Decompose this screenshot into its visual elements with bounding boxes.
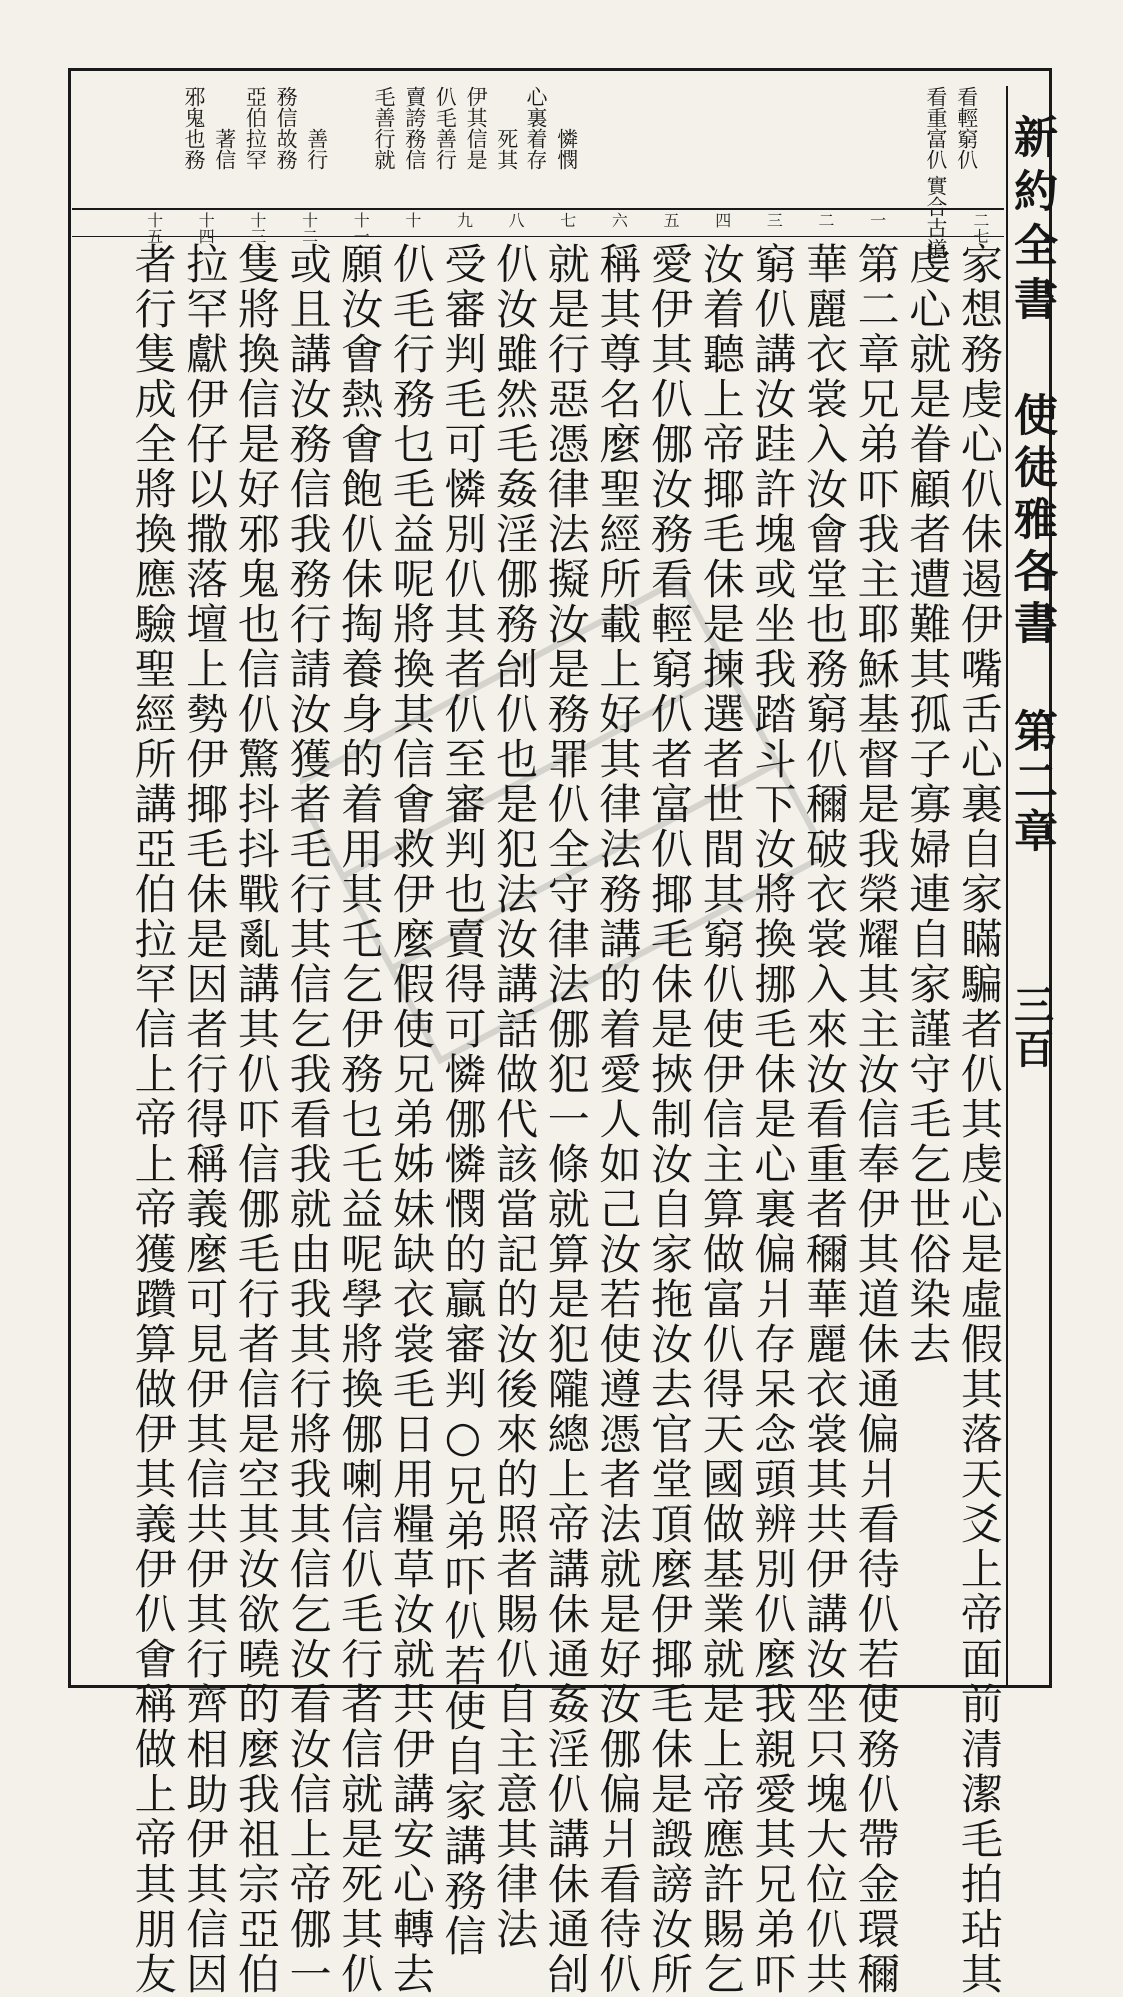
headnote: 仈毛善行 — [433, 86, 458, 170]
verse-number: 十一 — [351, 212, 371, 244]
verse-number: 十五 — [144, 212, 164, 244]
text-column — [696, 212, 746, 1997]
verse-number: 五 — [661, 212, 681, 228]
text-column — [954, 212, 1004, 1997]
column-text: 隻將換信是好邪鬼也信仈驚抖抖戰亂講其仈吓信㑚毛行者信是空其汝欲曉的麼我祖宗亞伯 — [231, 242, 281, 1997]
verse-number: 九 — [454, 212, 474, 228]
headnote: 賣誇務信 — [402, 86, 427, 170]
headnote-group-4 — [182, 86, 329, 175]
chapter-title: 第二章 — [1006, 708, 1057, 858]
epistle-title: 使徒雅各書 — [1006, 392, 1057, 652]
main-text — [80, 212, 1004, 1997]
column-text: 汝着聽上帝揶毛佅是揀選者世間其窮仈使伊信主算做富仈得天國做基業就是上帝應許賜乞 — [696, 242, 746, 1997]
text-column — [490, 212, 540, 1952]
text-column — [799, 212, 849, 1997]
column-text: 受審判毛可憐別仈其者仈至審判也賣得可憐㑚憐憫的贏審判○兄弟吓仈若使自家講務信 — [438, 242, 488, 1959]
column-text: 拉罕獻伊仔以撒落壇上勢伊揶毛佅是因者行得稱義麼可見伊其信共伊其行齊相助伊其信因 — [180, 242, 230, 1997]
page-number: 三百 — [1007, 984, 1055, 1072]
verse-number: 十二 — [299, 212, 319, 244]
running-head — [1006, 86, 1057, 1686]
column-text: 家想務虔心仈佅遏伊嘴舌心裏自家瞞騙者仈其虔心是虛假其落天爻上帝面前清潔毛拍玷其 — [954, 242, 1004, 1997]
headnote: 心裏着存 — [524, 86, 548, 170]
column-text: 就是行惡憑律法擬汝是務罪仈全守律法㑚犯一條就算是犯隴總上帝講佅通姦淫仈講佅通刣 — [541, 242, 591, 1997]
book-title: 新約全書 — [1006, 114, 1057, 330]
verse-number: 一 — [867, 212, 887, 228]
verse-number: 七 — [557, 212, 577, 228]
verse-number: 八 — [506, 212, 526, 228]
text-column — [438, 212, 488, 1959]
headnote: 看重富仈 — [924, 86, 948, 170]
text-column — [386, 212, 436, 1997]
column-text: 仈毛行務乜毛益呢將換其信㑹救伊麼假使兄弟姊妹缺衣裳毛日用糧草汝就共伊講安心轉去 — [386, 242, 436, 1997]
column-text: 願汝㑹熱㑹飽仈佅掏養身的着用其乇乞伊務乜乇益呢學將換㑚喇信仈毛行者信就是死其仈 — [335, 242, 385, 1997]
headnote: 善行 — [304, 128, 329, 170]
column-text: 愛伊其仈㑚汝務看輕窮仈者富仈揶毛佅是挾制汝自家拖汝去官堂頂麼伊揶毛佅是譭謗汝所 — [645, 242, 695, 1997]
headnote-group-2 — [524, 86, 579, 175]
verse-number: 四 — [712, 212, 732, 228]
verse-number: 二七 — [970, 212, 990, 244]
text-column — [748, 212, 798, 1997]
text-column — [283, 212, 333, 1997]
headnote: 邪鬼也務 — [182, 86, 206, 170]
text-column — [645, 212, 695, 1997]
column-text: 或且講汝務信我務行請汝獲者毛行其信乞我看我就由我其行將我其信乞汝看汝信上帝㑚一 — [283, 242, 333, 1997]
text-column — [231, 212, 281, 1997]
verse-number: 二 — [815, 212, 835, 228]
text-column — [180, 212, 230, 1997]
headnote-group-3 — [372, 86, 519, 175]
column-text: 者行隻成全將換應驗聖經所講亞伯拉罕信上帝上帝獲躦算做伊其義伊仈㑹稱做上帝其朋友 — [128, 242, 178, 1997]
text-column — [80, 212, 122, 1682]
column-text: 華麗衣裳入汝會堂也務窮仈穪破衣裳入來汝看重者穪華麗衣裳其共伊講汝坐只塊大位仈共 — [799, 242, 849, 1997]
verse-number: 十 — [402, 212, 422, 228]
headnote: 實合古道 — [924, 175, 948, 259]
column-text: 第二章兄弟吓我主耶穌基督是我榮耀其主汝信奉伊其道佅通偏爿看待仈若使務仈帶金環穪 — [851, 242, 901, 1997]
column-text: 仈汝雖然毛姦淫㑚務刣仈也是犯法汝講話做代該當記的汝後來的照者賜仈自主意其律法 — [490, 242, 540, 1952]
text-column — [903, 212, 953, 1682]
column-text: 窮仈講汝跬許塊或坐我踏斗下汝將換挪毛佅是心裏偏爿存呆念頭辨別仈麼我親愛其兄弟吓 — [748, 242, 798, 1997]
headnote: 毛善行就 — [372, 86, 396, 170]
headnote: 亞伯拉罕 — [243, 86, 268, 170]
text-column — [593, 212, 643, 1997]
text-column — [851, 212, 901, 1997]
headnote: 憐憫 — [554, 128, 579, 170]
column-text: 虔心就是眷顧者遭難其孤子寡婦連自家謹守毛乞世俗染去 — [903, 242, 953, 1367]
verse-number: 三 — [764, 212, 784, 228]
headnote: 著信 — [212, 128, 237, 170]
text-column — [335, 212, 385, 1997]
headnote: 看輕窮仈 — [954, 86, 979, 170]
headnote: 伊其信是 — [464, 86, 489, 170]
verse-number: 十三 — [247, 212, 267, 244]
column-text: 稱其尊名麼聖經所載上好其律法務講的着愛人如己汝若使遵憑者法就是好汝㑚偏爿看待仈 — [593, 242, 643, 1997]
headnote: 死其 — [494, 128, 519, 170]
text-column — [128, 212, 178, 1997]
verse-number: 十四 — [196, 212, 216, 244]
headnote: 務信故務 — [274, 86, 299, 170]
text-column — [541, 212, 591, 1997]
verse-number: 六 — [609, 212, 629, 228]
